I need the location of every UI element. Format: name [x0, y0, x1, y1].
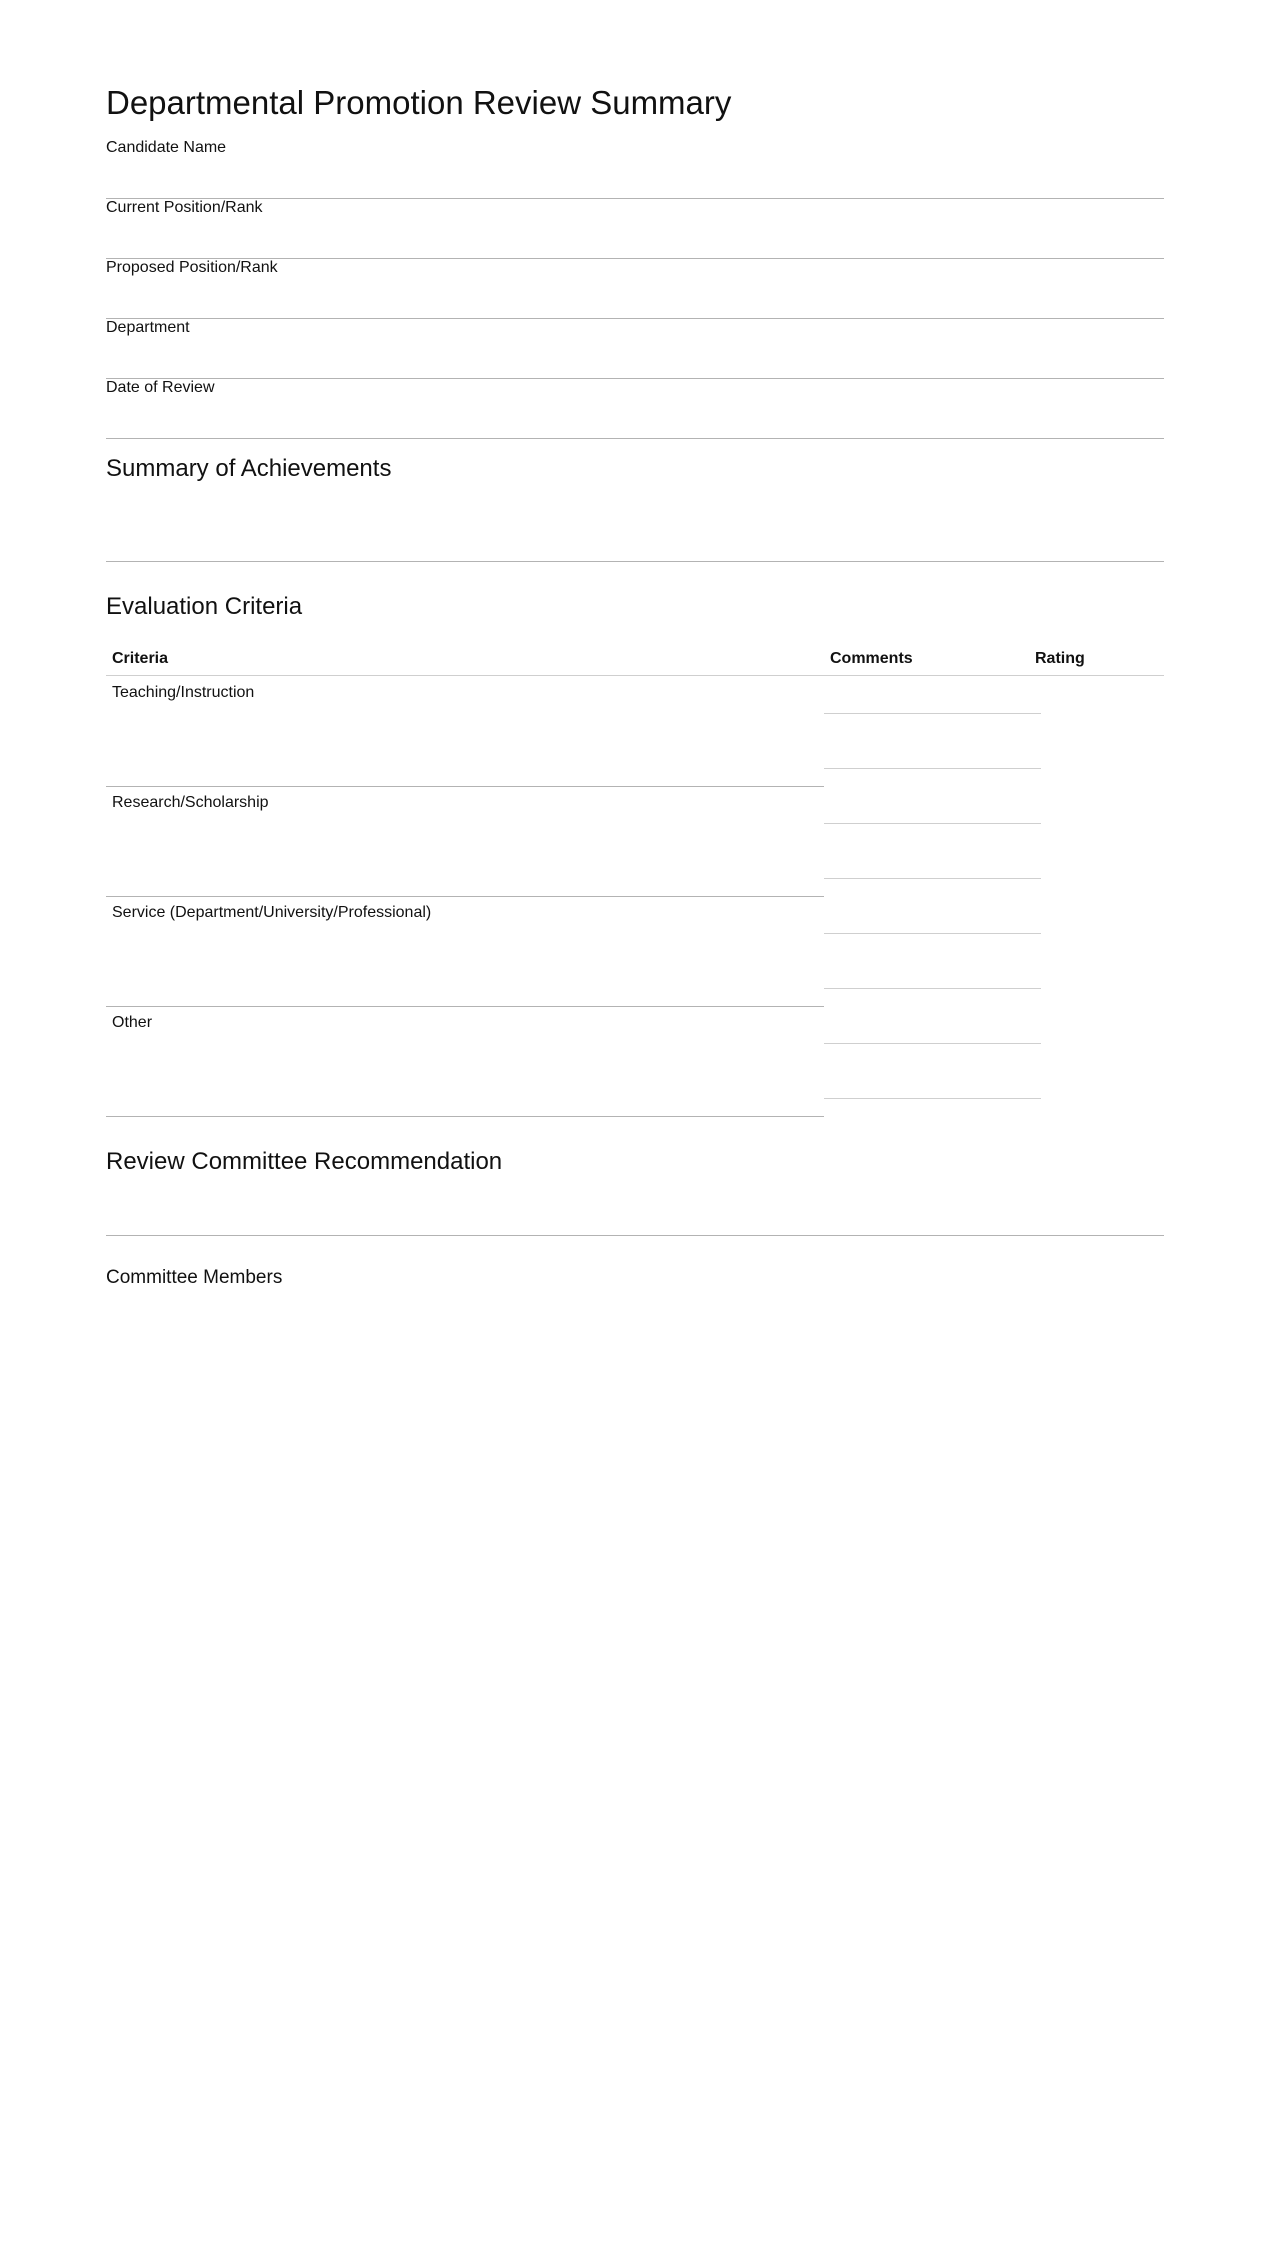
- criterion-label: Service (Department/University/Professional): [112, 904, 432, 921]
- table-row-teaching: [106, 676, 824, 787]
- current-position-field[interactable]: [106, 198, 1164, 259]
- criterion-label: Teaching/Instruction: [112, 684, 255, 701]
- column-header-rating: Rating: [1035, 650, 1085, 667]
- comment-line[interactable]: [824, 768, 1041, 769]
- page-title: Departmental Promotion Review Summary: [106, 84, 732, 121]
- proposed-position-field[interactable]: [106, 258, 1164, 319]
- column-header-criteria: Criteria: [112, 650, 169, 667]
- criterion-label: Research/Scholarship: [112, 794, 269, 811]
- recommendation-answer-line[interactable]: [106, 1235, 1164, 1236]
- summary-heading: Summary of Achievements: [106, 455, 392, 482]
- summary-answer-line[interactable]: [106, 561, 1164, 562]
- date-of-review-field[interactable]: [106, 378, 1164, 439]
- field-label: Department: [106, 319, 190, 336]
- recommendation-heading: Review Committee Recommendation: [106, 1148, 503, 1175]
- comment-line[interactable]: [824, 823, 1041, 824]
- column-header-comments: Comments: [830, 650, 913, 667]
- comment-line[interactable]: [824, 713, 1041, 714]
- comment-line[interactable]: [824, 1043, 1041, 1044]
- field-label: Current Position/Rank: [106, 199, 263, 216]
- comment-line[interactable]: [824, 988, 1041, 989]
- evaluation-table: [106, 643, 1164, 1119]
- candidate-name-field[interactable]: [106, 138, 1164, 199]
- committee-members-heading: Committee Members: [106, 1267, 283, 1288]
- comment-line[interactable]: [824, 1098, 1041, 1099]
- comment-line[interactable]: [824, 933, 1041, 934]
- evaluation-heading: Evaluation Criteria: [106, 593, 303, 620]
- field-label: Candidate Name: [106, 139, 227, 156]
- comment-line[interactable]: [824, 878, 1041, 879]
- table-row-service: [106, 896, 824, 1007]
- table-row-other: [106, 1006, 824, 1117]
- field-label: Date of Review: [106, 379, 215, 396]
- field-label: Proposed Position/Rank: [106, 259, 278, 276]
- department-field[interactable]: [106, 318, 1164, 379]
- criterion-label: Other: [112, 1014, 153, 1031]
- table-row-research: [106, 786, 824, 897]
